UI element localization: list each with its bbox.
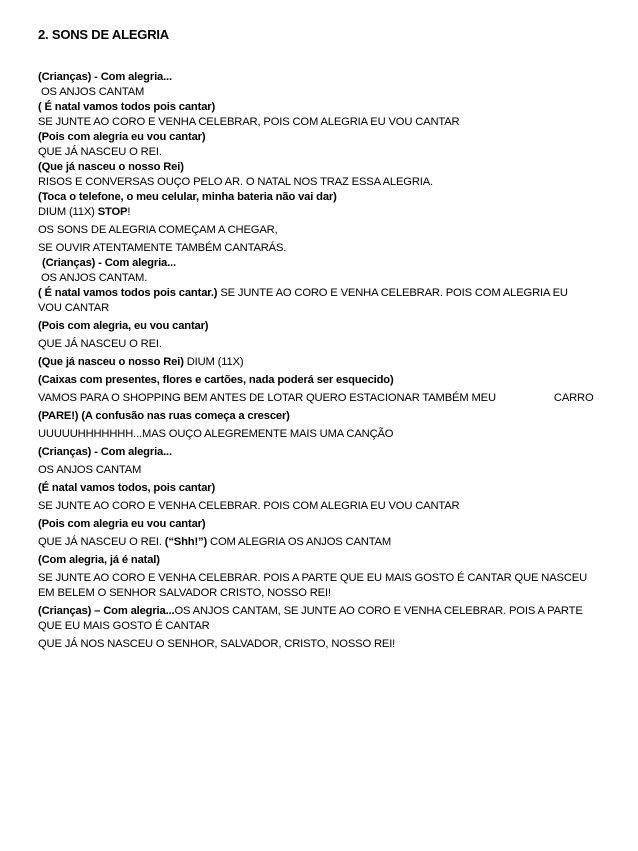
lyric-text: OS ANJOS CANTAM, SE JUNTE AO CORO E VENHA CELEBRAR. POIS A PARTE: [174, 605, 583, 617]
lyric-text: (“Shh!”): [164, 536, 208, 548]
lyric-line: SE JUNTE AO CORO E VENHA CELEBRAR. POIS A PARTE QUE EU MAIS GOSTO É CANTAR QUE NASCEU: [38, 572, 588, 584]
lyric-line: [38, 535, 623, 550]
lyric-line: UUUUUHHHHHHH...MAS OUÇO ALEGREMENTE MAIS UMA CANÇÃO: [38, 428, 394, 440]
lyric-text: QUE JÁ NASCEU O REI.: [38, 536, 165, 548]
lyric-line: SE JUNTE AO CORO E VENHA CELEBRAR, POIS COM ALEGRIA EU VOU CANTAR: [38, 116, 460, 128]
lyric-line: QUE EU MAIS GOSTO É CANTAR: [38, 620, 210, 632]
lyric-text: VAMOS PARA O SHOPPING BEM ANTES DE LOTAR QUERO ESTACIONAR TAMBÉM MEU: [38, 392, 496, 404]
lyric-line: RISOS E CONVERSAS OUÇO PELO AR. O NATAL NOS TRAZ ESSA ALEGRIA.: [38, 176, 434, 188]
lyric-text: !: [127, 206, 131, 218]
lyric-line: EM BELEM O SENHOR SALVADOR CRISTO, NOSSO REI!: [38, 587, 331, 599]
document-title: 2. SONS DE ALEGRIA: [38, 27, 169, 42]
lyric-line: (Toca o telefone, o meu celular, minha bateria não vai dar): [38, 191, 337, 203]
lyric-line: (Pois com alegria eu vou cantar): [38, 131, 206, 143]
lyric-line: [38, 391, 623, 406]
lyric-line: [38, 286, 623, 301]
lyrics-body: [38, 70, 623, 652]
lyric-text: (Que já nasceu o nosso Rei): [38, 356, 184, 368]
lyric-line: SE OUVIR ATENTAMENTE TAMBÉM CANTARÁS.: [38, 242, 287, 254]
lyric-text: DIUM (11X): [183, 356, 244, 368]
lyric-line: OS SONS DE ALEGRIA COMEÇAM A CHEGAR,: [38, 224, 278, 236]
lyric-line: ( É natal vamos todos pois cantar): [38, 101, 216, 113]
lyric-text: COM ALEGRIA OS ANJOS CANTAM: [207, 536, 392, 548]
lyric-line: [38, 205, 623, 220]
lyric-text: SE JUNTE AO CORO E VENHA CELEBRAR. POIS COM ALEGRIA EU: [217, 287, 568, 299]
lyric-line: (Crianças) - Com alegria...: [38, 446, 172, 458]
lyric-line: OS ANJOS CANTAM: [38, 464, 142, 476]
lyric-line: (Crianças) - Com alegria...: [38, 71, 172, 83]
lyric-line: (Com alegria, já é natal): [38, 554, 160, 566]
lyric-line: (Crianças) - Com alegria...: [42, 257, 176, 269]
lyric-line: (Caixas com presentes, flores e cartões, nada poderá ser esquecido): [38, 374, 394, 386]
lyric-line: SE JUNTE AO CORO E VENHA CELEBRAR. POIS COM ALEGRIA EU VOU CANTAR: [38, 500, 460, 512]
lyric-line: QUE JÁ NASCEU O REI.: [38, 338, 162, 350]
lyric-line: (Pois com alegria, eu vou cantar): [38, 320, 209, 332]
lyric-text: ( É natal vamos todos pois cantar.): [38, 287, 218, 299]
lyric-line: VOU CANTAR: [38, 302, 110, 314]
lyric-line: OS ANJOS CANTAM: [41, 86, 145, 98]
lyric-line: (PARE!) (A confusão nas ruas começa a crescer): [38, 410, 290, 422]
lyric-line: [38, 355, 623, 370]
lyric-line: [38, 604, 623, 619]
lyric-text: CARRO: [553, 392, 594, 404]
lyric-line: (Que já nasceu o nosso Rei): [38, 161, 184, 173]
lyric-line: QUE JÁ NASCEU O REI.: [38, 146, 162, 158]
lyric-line: QUE JÁ NOS NASCEU O SENHOR, SALVADOR, CRISTO, NOSSO REI!: [38, 638, 396, 650]
lyric-text: STOP: [97, 206, 128, 218]
lyric-line: OS ANJOS CANTAM.: [41, 272, 148, 284]
lyric-line: (É natal vamos todos, pois cantar): [38, 482, 216, 494]
lyric-line: (Pois com alegria eu vou cantar): [38, 518, 206, 530]
lyric-text: (Crianças) – Com alegria...: [38, 605, 175, 617]
lyric-text: DIUM (11X): [38, 206, 98, 218]
